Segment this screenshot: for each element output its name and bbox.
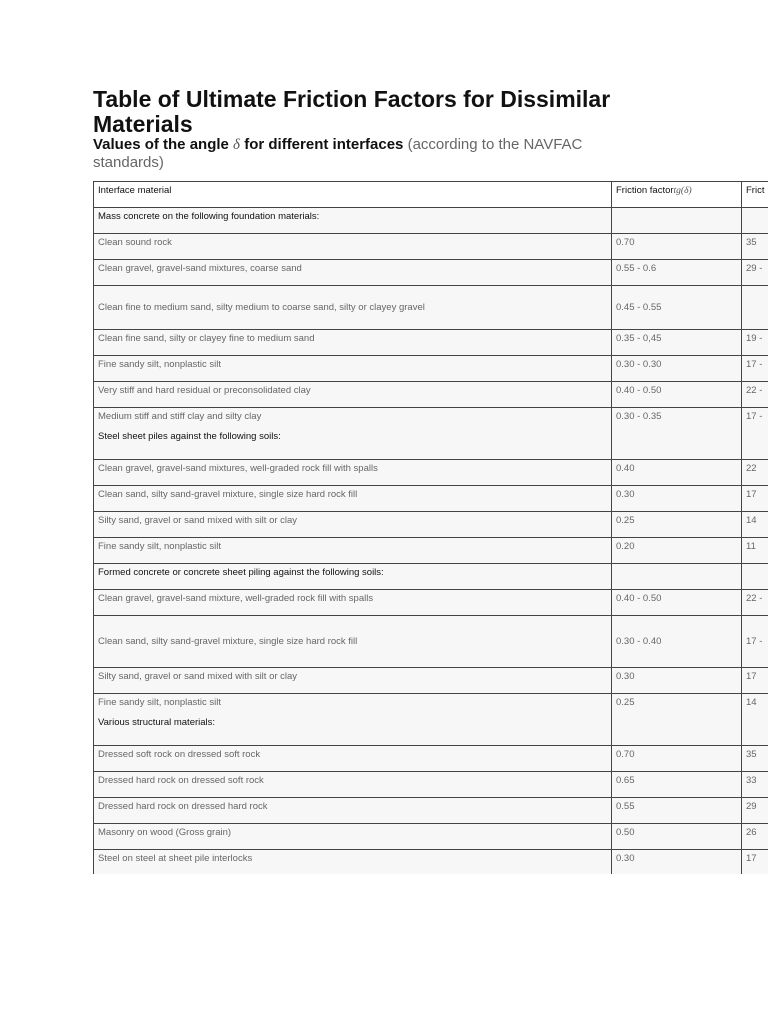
- group-heading-structural-materials: Various structural materials:: [98, 717, 216, 728]
- factor-cell: 0.30: [612, 486, 742, 512]
- factor-cell: [612, 564, 742, 590]
- material-cell: Masonry on wood (Gross grain): [94, 824, 612, 850]
- friction-factors-table: [93, 181, 768, 874]
- table-row: [94, 408, 768, 460]
- material-cell: Dressed soft rock on dressed soft rock: [94, 746, 612, 772]
- factor-cell: [612, 208, 742, 234]
- header-friction-angle: Frict: [742, 182, 768, 208]
- material-cell: Clean sand, silty sand-gravel mixture, single size hard rock fill: [94, 486, 612, 512]
- angle-cell: 22 -: [742, 382, 768, 408]
- table-row: [94, 460, 768, 486]
- delta-symbol: δ: [233, 137, 241, 153]
- subtitle-bold-suffix: for different interfaces: [244, 136, 404, 153]
- table-row: [94, 286, 768, 330]
- material-cell: Fine sandy silt, nonplastic silt Various structural materials:: [94, 694, 612, 746]
- table-row: [94, 694, 768, 746]
- angle-cell: 17: [742, 668, 768, 694]
- angle-cell: 14: [742, 694, 768, 746]
- table-row: [94, 512, 768, 538]
- angle-cell: 17 -: [742, 356, 768, 382]
- table-row: [94, 824, 768, 850]
- table-row-group-heading: [94, 564, 768, 590]
- table-row: [94, 772, 768, 798]
- angle-cell: 29: [742, 798, 768, 824]
- factor-cell: 0.70: [612, 234, 742, 260]
- group-heading-steel-sheet-piles: Steel sheet piles against the following soils:: [98, 431, 281, 442]
- factor-cell: 0.50: [612, 824, 742, 850]
- table-row: [94, 486, 768, 512]
- angle-cell: [742, 564, 768, 590]
- table-row: [94, 668, 768, 694]
- material-cell: Clean sand, silty sand-gravel mixture, single size hard rock fill: [94, 616, 612, 668]
- table-row: [94, 382, 768, 408]
- factor-cell: 0.55: [612, 798, 742, 824]
- subtitle-source-note: (according to the NAVFAC standards): [93, 136, 583, 171]
- table-row: [94, 260, 768, 286]
- factor-cell: 0.30 - 0.40: [612, 616, 742, 668]
- angle-cell: 29 -: [742, 260, 768, 286]
- factor-cell: 0.45 - 0.55: [612, 286, 742, 330]
- material-cell: Very stiff and hard residual or preconsolidated clay: [94, 382, 612, 408]
- factor-cell: 0.35 - 0,45: [612, 330, 742, 356]
- material-cell: Clean fine to medium sand, silty medium to coarse sand, silty or clayey gravel: [94, 286, 612, 330]
- material-cell: Fine sandy silt, nonplastic silt: [94, 356, 612, 382]
- material-cell: Silty sand, gravel or sand mixed with silt or clay: [94, 668, 612, 694]
- material-cell: Clean sound rock: [94, 234, 612, 260]
- factor-cell: 0.25: [612, 512, 742, 538]
- angle-cell: 11: [742, 538, 768, 564]
- factor-cell: 0.40 - 0.50: [612, 590, 742, 616]
- table-row: [94, 234, 768, 260]
- factor-cell: 0.70: [612, 746, 742, 772]
- angle-cell: 22: [742, 460, 768, 486]
- factor-cell: 0.30: [612, 850, 742, 875]
- table-row: [94, 798, 768, 824]
- factor-cell: 0.25: [612, 694, 742, 746]
- table-row-group-heading: [94, 208, 768, 234]
- material-cell: Fine sandy silt, nonplastic silt: [94, 538, 612, 564]
- material-cell: Clean gravel, gravel-sand mixtures, coarse sand: [94, 260, 612, 286]
- table-row: [94, 590, 768, 616]
- page-subtitle: [93, 136, 633, 171]
- angle-cell: 35: [742, 234, 768, 260]
- material-cell: Silty sand, gravel or sand mixed with silt or clay: [94, 512, 612, 538]
- factor-cell: 0.30 - 0.35: [612, 408, 742, 460]
- angle-cell: 14: [742, 512, 768, 538]
- angle-cell: 33: [742, 772, 768, 798]
- angle-cell: 22 -: [742, 590, 768, 616]
- material-cell: Dressed hard rock on dressed soft rock: [94, 772, 612, 798]
- table-header-row: [94, 182, 768, 208]
- factor-cell: 0.40: [612, 460, 742, 486]
- table-row: [94, 356, 768, 382]
- factor-cell: 0.65: [612, 772, 742, 798]
- angle-cell: [742, 208, 768, 234]
- material-cell: Dressed hard rock on dressed hard rock: [94, 798, 612, 824]
- friction-table-container: [93, 181, 768, 874]
- factor-cell: 0.30: [612, 668, 742, 694]
- factor-cell: 0.30 - 0.30: [612, 356, 742, 382]
- material-cell: Clean gravel, gravel-sand mixtures, well-graded rock fill with spalls: [94, 460, 612, 486]
- table-row: [94, 850, 768, 875]
- table-row: [94, 330, 768, 356]
- page-title: Table of Ultimate Friction Factors for Dissimilar Materials: [93, 86, 611, 137]
- table-row: [94, 538, 768, 564]
- table-row: [94, 616, 768, 668]
- angle-cell: [742, 286, 768, 330]
- angle-cell: 17 -: [742, 408, 768, 460]
- group-heading-cell: Mass concrete on the following foundation materials:: [94, 208, 612, 234]
- group-heading-cell: Formed concrete or concrete sheet piling against the following soils:: [94, 564, 612, 590]
- header-interface-material: Interface material: [94, 182, 612, 208]
- header-friction-factor: Friction factortg(δ): [612, 182, 742, 208]
- factor-cell: 0.55 - 0.6: [612, 260, 742, 286]
- tan-delta-symbol: tg(δ): [673, 186, 692, 196]
- angle-cell: 17 -: [742, 616, 768, 668]
- material-cell: Clean fine sand, silty or clayey fine to medium sand: [94, 330, 612, 356]
- table-row: [94, 746, 768, 772]
- angle-cell: 35: [742, 746, 768, 772]
- angle-cell: 19 -: [742, 330, 768, 356]
- factor-cell: 0.40 - 0.50: [612, 382, 742, 408]
- material-cell: Steel on steel at sheet pile interlocks: [94, 850, 612, 875]
- angle-cell: 26: [742, 824, 768, 850]
- material-cell: Clean gravel, gravel-sand mixture, well-graded rock fill with spalls: [94, 590, 612, 616]
- angle-cell: 17: [742, 850, 768, 875]
- subtitle-bold-prefix: Values of the angle: [93, 136, 229, 153]
- angle-cell: 17: [742, 486, 768, 512]
- factor-cell: 0.20: [612, 538, 742, 564]
- material-cell: Medium stiff and stiff clay and silty clay Steel sheet piles against the following soils:: [94, 408, 612, 460]
